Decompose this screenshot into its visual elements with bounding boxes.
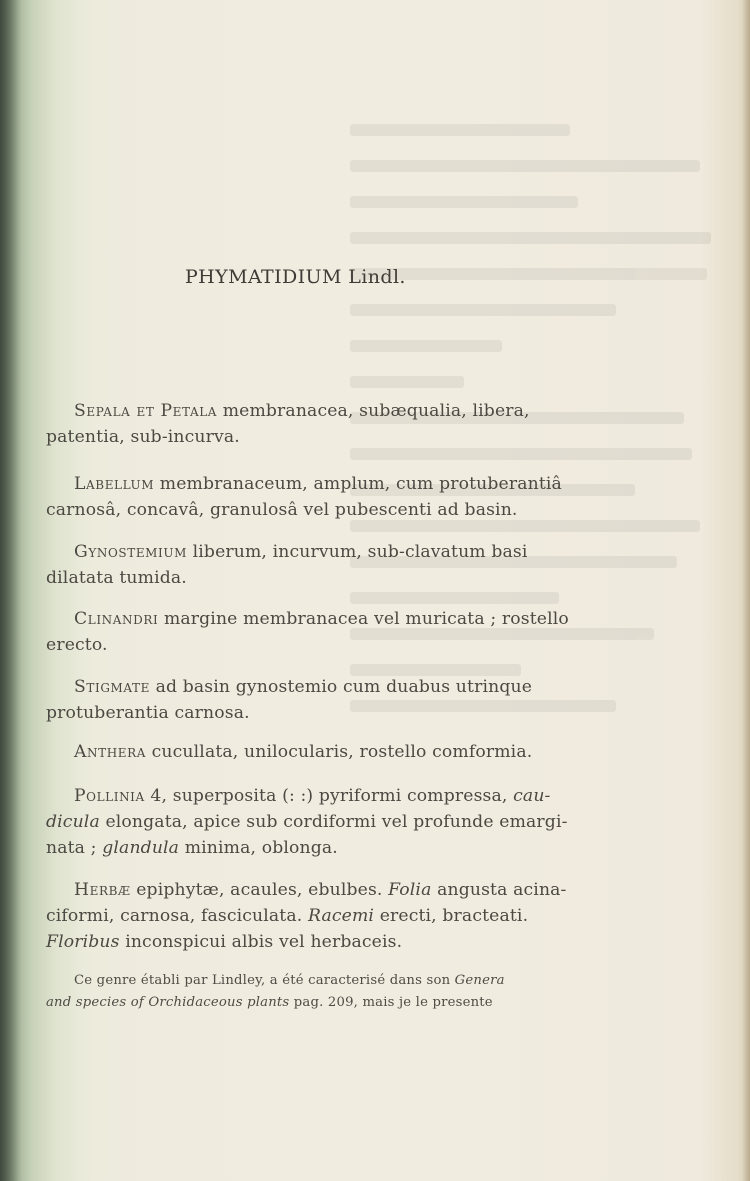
line-text: minima, oblonga. bbox=[179, 838, 338, 858]
line-text: epiphytæ, acaules, ebulbes. bbox=[130, 880, 389, 900]
line-text: erecti, bracteati. bbox=[374, 906, 529, 926]
paragraph-line bbox=[46, 903, 556, 929]
italic-term: glandula bbox=[102, 838, 180, 858]
paragraph-stigmate bbox=[46, 674, 556, 726]
line-text: patentia, sub-incurva. bbox=[46, 427, 240, 447]
term-pollinia: Pollinia bbox=[74, 786, 145, 806]
italic-term: dicula bbox=[46, 812, 100, 832]
paragraph-line bbox=[46, 398, 556, 424]
footnote-italic: Genera bbox=[454, 973, 505, 988]
paragraph-herbae bbox=[46, 877, 567, 955]
paragraph-line bbox=[46, 606, 569, 632]
line-text: carnosâ, concavâ, granulosâ vel pubescenti ad basin. bbox=[46, 500, 518, 520]
line-text: inconspicui albis vel herbaceis. bbox=[119, 932, 403, 952]
footnote bbox=[46, 970, 558, 1014]
footnote-text: pag. 209, mais je le presente bbox=[289, 995, 493, 1010]
paragraph-line bbox=[46, 565, 556, 591]
paragraph-line bbox=[46, 700, 556, 726]
line-text: protuberantia carnosa. bbox=[46, 703, 250, 723]
paragraph-line bbox=[46, 424, 556, 450]
line-text: ciformi, carnosa, fasciculata. bbox=[46, 906, 308, 926]
paragraph-line bbox=[46, 739, 556, 765]
footnote-italic: and species of Orchidaceous plants bbox=[46, 995, 290, 1010]
line-text: dilatata tumida. bbox=[46, 568, 187, 588]
line-text: cucullata, unilocularis, rostello comformia. bbox=[146, 742, 533, 762]
paragraph-line bbox=[46, 809, 568, 835]
italic-term: Folia bbox=[388, 880, 432, 900]
paragraph-line bbox=[46, 835, 556, 861]
line-text: margine membranacea vel muricata ; rostello bbox=[158, 609, 569, 629]
footnote-line bbox=[46, 970, 558, 992]
term-herbae: Herbæ bbox=[74, 880, 131, 900]
term-anthera: Anthera bbox=[74, 742, 147, 762]
line-text: membranacea, subæqualia, libera, bbox=[217, 401, 530, 421]
term-stigmate: Stigmate bbox=[74, 677, 150, 697]
paragraph-line bbox=[46, 632, 556, 658]
paragraph-clinandri bbox=[46, 606, 569, 658]
term-clinandri: Clinandri bbox=[74, 609, 159, 629]
footnote-text: Ce genre établi par Lindley, a été caracterisé dans son bbox=[74, 973, 455, 988]
paragraph-line bbox=[46, 929, 556, 955]
line-text: angusta acina- bbox=[431, 880, 567, 900]
line-text: liberum, incurvum, sub-clavatum basi bbox=[187, 542, 528, 562]
line-text: 4, superposita (: :) pyriformi compressa, bbox=[144, 786, 514, 806]
line-text: erecto. bbox=[46, 635, 108, 655]
term-labellum: Labellum bbox=[74, 474, 155, 494]
paragraph-line bbox=[46, 539, 556, 565]
line-text: elongata, apice sub cordiformi vel profunde emargi- bbox=[99, 812, 568, 832]
italic-term: cau- bbox=[513, 786, 551, 806]
italic-term: Floribus bbox=[46, 932, 120, 952]
page-edge-shadow bbox=[742, 0, 750, 1181]
line-text: ad basin gynostemio cum duabus utrinque bbox=[149, 677, 533, 697]
footnote-line bbox=[46, 992, 558, 1014]
line-text: membranaceum, amplum, cum protuberantiâ bbox=[154, 474, 562, 494]
paragraph-line bbox=[46, 471, 562, 497]
paragraph-line bbox=[46, 674, 556, 700]
paragraph-labellum bbox=[46, 471, 562, 523]
term-gynostemium: Gynostemium bbox=[74, 542, 188, 562]
paragraph-sepala bbox=[46, 398, 556, 450]
binding-gutter-shadow bbox=[0, 0, 22, 1181]
page-title: PHYMATIDIUM Lindl. bbox=[185, 266, 406, 288]
paragraph-pollinia bbox=[46, 783, 568, 861]
line-text: nata ; bbox=[46, 838, 103, 858]
paragraph-anthera bbox=[46, 739, 556, 765]
paragraph-line bbox=[46, 783, 556, 809]
term-sepala: Sepala et Petala bbox=[74, 401, 218, 421]
paragraph-line bbox=[46, 497, 556, 523]
paragraph-gynostemium bbox=[46, 539, 556, 591]
paragraph-line bbox=[46, 877, 567, 903]
italic-term: Racemi bbox=[308, 906, 375, 926]
